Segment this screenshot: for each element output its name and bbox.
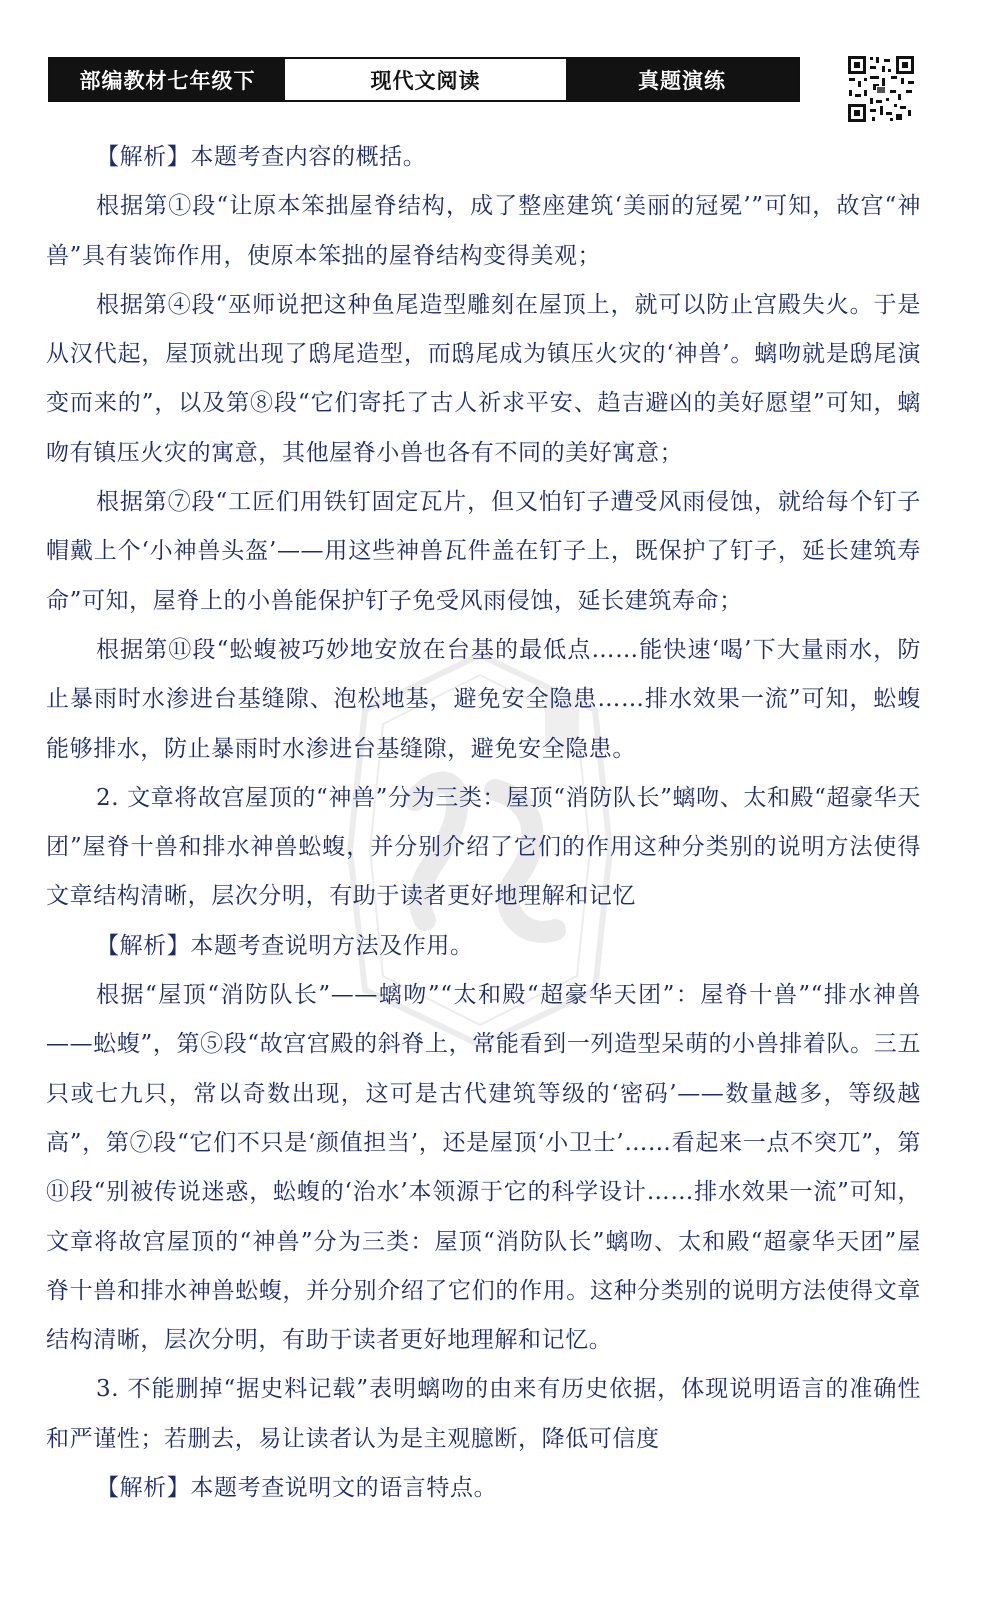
answer-content xyxy=(46,133,921,1513)
header-grade-label: 部编教材七年级下 xyxy=(50,59,285,100)
header-bar xyxy=(48,57,800,102)
header-practice-label: 真题演练 xyxy=(566,59,798,100)
paragraph: 根据第④段“巫师说把这种鱼尾造型雕刻在屋顶上，就可以防止宫殿失火。于是从汉代起，屋顶就出现了鸱尾造型，而鸱尾成为镇压火灾的‘神兽’。螭吻就是鸱尾演变而来的”，以及第⑧段“它们寄托了古人祈求平安、趋吉避凶的美好愿望”可知，螭吻有镇压火灾的寓意，其他屋脊小兽也各有不同的美好寓意； xyxy=(46,291,921,466)
qr-code-icon xyxy=(846,54,916,124)
answer-item-2: 2. 文章将故宫屋顶的“神兽”分为三类：屋顶“消防队长”螭吻、太和殿“超豪华天团”屋脊十兽和排水神兽蚣蝮，并分别介绍了它们的作用这种分类别的说明方法使得文章结构清晰，层次分明，有助于读者更好地理解和记忆 xyxy=(46,784,921,910)
header-section-title: 现代文阅读 xyxy=(285,59,566,100)
paragraph: 根据“屋顶“消防队长”——螭吻”“太和殿“超豪华天团”：屋脊十兽”“排水神兽——蚣蝮”，第⑤段“故宫宫殿的斜脊上，常能看到一列造型呆萌的小兽排着队。三五只或七九只，常以奇数出现，这可是古代建筑等级的‘密码’——数量越多，等级越高”，第⑦段“它们不只是‘颜值担当’，还是屋顶‘小卫士’……看起来一点不突兀”，第⑪段“别被传说迷惑，蚣蝮的‘治水’本领源于它的科学设计……排水效果一流”可知，文章将故宫屋顶的“神兽”分为三类：屋顶“消防队长”螭吻、太和殿“超豪华天团”屋脊十兽和排水神兽蚣蝮，并分别介绍了它们的作用。这种分类别的说明方法使得文章结构清晰，层次分明，有助于读者更好地理解和记忆。 xyxy=(46,982,921,1354)
paragraph: 【解析】本题考查说明方法及作用。 xyxy=(96,932,474,959)
paragraph: 【解析】本题考查说明文的语言特点。 xyxy=(96,1475,498,1502)
paragraph: 根据第①段“让原本笨拙屋脊结构，成了整座建筑‘美丽的冠冕’”可知，故宫“神兽”具有装饰作用，使原本笨拙的屋脊结构变得美观； xyxy=(46,193,921,269)
paragraph: 【解析】本题考查内容的概括。 xyxy=(96,144,427,170)
paragraph: 根据第⑦段“工匠们用铁钉固定瓦片，但又怕钉子遭受风雨侵蚀，就给每个钉子帽戴上个‘小神兽头盔’——用这些神兽瓦件盖在钉子上，既保护了钉子，延长建筑寿命”可知，屋脊上的小兽能保护钉子免受风雨侵蚀，延长建筑寿命； xyxy=(46,489,921,614)
answer-item-3: 3. 不能删掉“据史料记载”表明螭吻的由来有历史依据，体现说明语言的准确性和严谨性；若删去，易让读者认为是主观臆断，降低可信度 xyxy=(46,1376,921,1452)
paragraph: 根据第⑪段“蚣蝮被巧妙地安放在台基的最低点……能快速‘喝’下大量雨水，防止暴雨时水渗进台基缝隙、泡松地基，避免安全隐患……排水效果一流”可知，蚣蝮能够排水，防止暴雨时水渗进台基缝隙，避免安全隐患。 xyxy=(46,636,921,762)
